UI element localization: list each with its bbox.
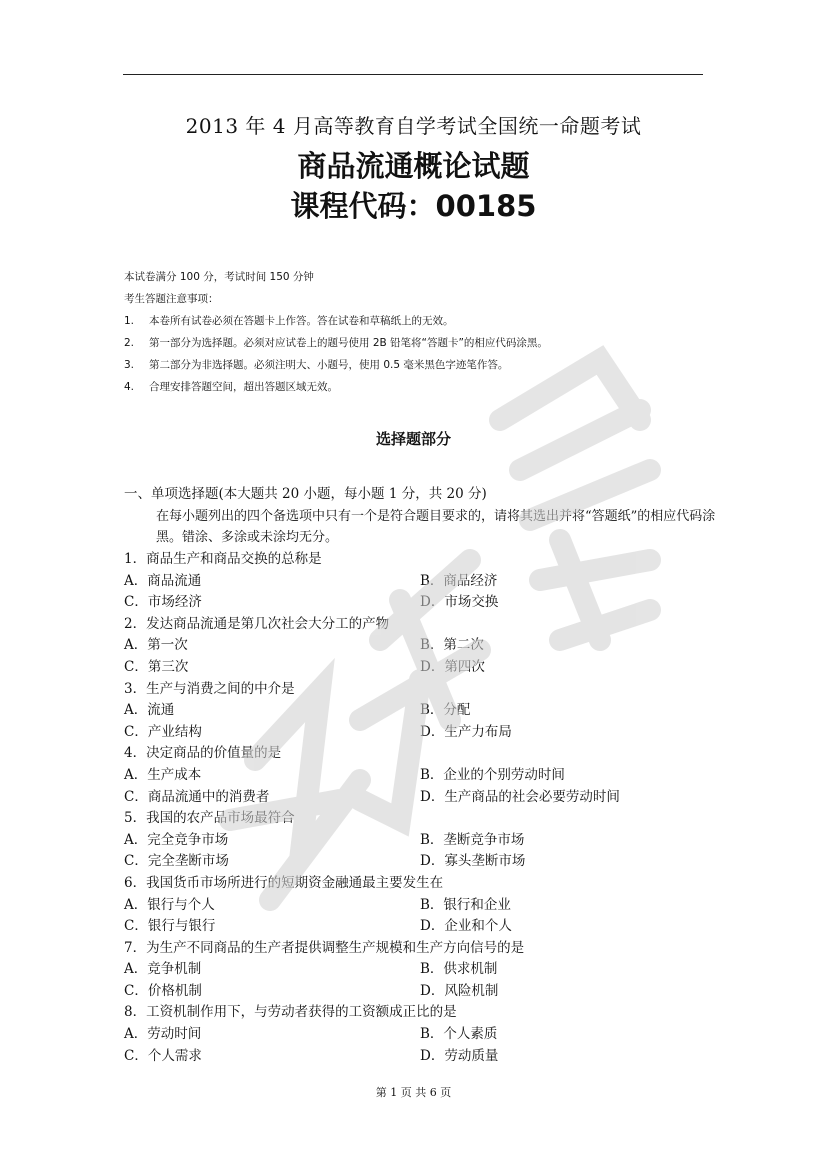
option-a: A．劳动时间	[124, 1026, 202, 1043]
option-c: C．产业结构	[124, 723, 202, 740]
option-row	[124, 916, 724, 938]
score-line: 本试卷满分 100 分，考试时间 150 分钟	[124, 271, 314, 283]
option-row	[124, 1046, 724, 1068]
option-row	[124, 571, 724, 593]
option-row	[124, 959, 724, 981]
option-row	[124, 765, 724, 787]
header-rule	[123, 74, 703, 75]
option-row	[124, 592, 724, 614]
page-footer: 第 1 页 共 6 页	[375, 1086, 452, 1099]
option-b: B．商品经济	[420, 572, 498, 589]
option-d: D．市场交换	[420, 594, 499, 611]
option-b: B．银行和企业	[420, 896, 511, 913]
option-a: A．商品流通	[124, 572, 202, 589]
option-b: B．个人素质	[420, 1026, 498, 1043]
option-b: B．企业的个别劳动时间	[420, 766, 565, 783]
part-instruction: 在每小题列出的四个备选项中只有一个是符合题目要求的，请将其选出并将“答题纸”的相应代码涂黑。错涂、多涂或未涂均无分。	[156, 508, 716, 545]
option-d: D．寡头垄断市场	[420, 853, 526, 870]
option-c: C．完全垄断市场	[124, 853, 229, 870]
option-c: C．价格机制	[124, 982, 202, 999]
option-b: B．第二次	[420, 637, 484, 654]
note-item: 4. 合理安排答题空间，超出答题区域无效。	[124, 381, 338, 393]
option-row	[124, 830, 724, 852]
option-row	[124, 851, 724, 873]
part-heading: 一、单项选择题(本大题共 20 小题，每小题 1 分，共 20 分)	[124, 486, 487, 502]
caution-title: 考生答题注意事项：	[124, 293, 219, 305]
option-d: D．风险机制	[420, 982, 499, 999]
question-stem: 6．我国货币市场所进行的短期资金融通最主要发生在	[124, 874, 444, 891]
option-b: B．供求机制	[420, 961, 498, 978]
question-stem: 7．为生产不同商品的生产者提供调整生产规模和生产方向信号的是	[124, 939, 525, 956]
option-c: C．市场经济	[124, 594, 202, 611]
option-a: A．第一次	[124, 637, 188, 654]
option-a: A．竞争机制	[124, 961, 202, 978]
question-stem: 5．我国的农产品市场最符合	[124, 810, 295, 827]
exam-title: 2013 年 4 月高等教育自学考试全国统一命题考试	[185, 114, 642, 138]
question-stem: 1．商品生产和商品交换的总称是	[124, 551, 322, 567]
part-one	[124, 484, 724, 549]
option-d: D．生产商品的社会必要劳动时间	[420, 788, 620, 805]
option-row	[124, 1024, 724, 1046]
note-item: 1. 本卷所有试卷必须在答题卡上作答。答在试卷和草稿纸上的无效。	[124, 315, 454, 327]
question-stem: 8．工资机制作用下，与劳动者获得的工资额成正比的是	[124, 1004, 457, 1021]
option-row	[124, 981, 724, 1003]
option-a: A．完全竞争市场	[124, 831, 229, 848]
option-d: D．企业和个人	[420, 918, 512, 935]
question-stem: 4．决定商品的价值量的是	[124, 745, 282, 762]
note-item: 2. 第一部分为选择题。必须对应试卷上的题号使用 2B 铅笔将“答题卡”的相应代码涂黑。	[124, 337, 548, 349]
option-row	[124, 700, 724, 722]
option-row	[124, 895, 724, 917]
option-row	[124, 657, 724, 679]
option-row	[124, 787, 724, 809]
question-stem: 2．发达商品流通是第几次社会大分工的产物	[124, 615, 390, 632]
section-title: 选择题部分	[375, 430, 451, 448]
option-a: A．流通	[124, 702, 175, 719]
option-b: B．垄断竞争市场	[420, 831, 525, 848]
question-list	[124, 549, 724, 1067]
option-c: C．商品流通中的消费者	[124, 788, 270, 805]
option-b: B．分配	[420, 702, 471, 719]
option-row	[124, 635, 724, 657]
option-d: D．生产力布局	[420, 723, 512, 740]
option-d: D．劳动质量	[420, 1047, 499, 1064]
option-row	[124, 722, 724, 744]
question-stem: 3．生产与消费之间的中介是	[124, 680, 295, 697]
note-item: 3. 第二部分为非选择题。必须注明大、小题号，使用 0.5 毫米黑色字迹笔作答。	[124, 359, 509, 371]
exam-notes	[124, 266, 724, 398]
option-c: C．第三次	[124, 658, 189, 675]
course-code: 课程代码：00185	[290, 189, 537, 223]
option-d: D．第四次	[420, 658, 485, 675]
option-a: A．生产成本	[124, 766, 202, 783]
option-c: C．个人需求	[124, 1047, 202, 1064]
option-a: A．银行与个人	[124, 896, 215, 913]
option-c: C．银行与银行	[124, 918, 216, 935]
subject-title: 商品流通概论试题	[297, 149, 530, 183]
